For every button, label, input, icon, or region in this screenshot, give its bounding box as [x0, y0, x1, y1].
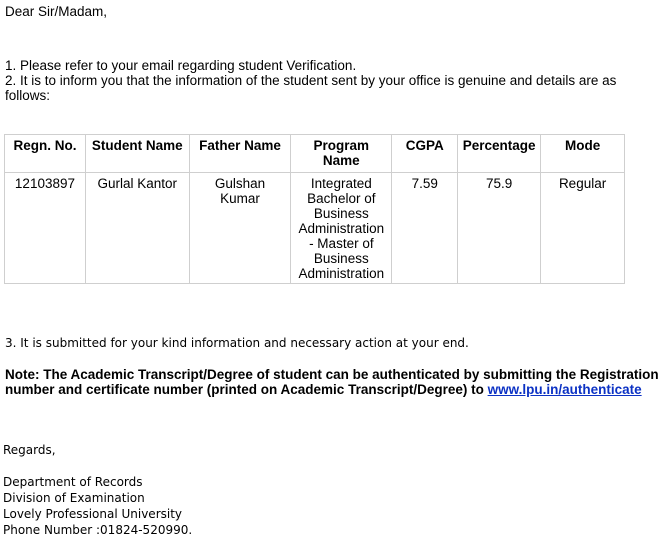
verification-table	[4, 134, 625, 284]
note-line-2	[5, 382, 642, 397]
salutation: Dear Sir/Madam,	[5, 4, 108, 19]
note-line-2-text: number and certificate number (printed on Academic Transcript/Degree) to	[5, 382, 488, 397]
signature-department: Department of Records	[3, 475, 143, 489]
table-row	[5, 173, 625, 284]
signature-division: Division of Examination	[3, 491, 145, 505]
cell-student-name: Gurlal Kantor	[85, 173, 189, 284]
header-student-name: Student Name	[85, 135, 189, 173]
note-line-1: Note: The Academic Transcript/Degree of student can be authenticated by submitting the Registration	[5, 367, 659, 382]
cell-cgpa: 7.59	[392, 173, 458, 284]
paragraph-1: 1. Please refer to your email regarding student Verification.	[5, 58, 357, 73]
table-header-row	[5, 135, 625, 173]
header-program-name: Program Name	[291, 135, 392, 173]
header-cgpa: CGPA	[392, 135, 458, 173]
paragraph-2-line-1: 2. It is to inform you that the information of the student sent by your office is genuine and details are as	[5, 73, 617, 88]
header-regn-no: Regn. No.	[5, 135, 86, 173]
header-father-name: Father Name	[189, 135, 291, 173]
paragraph-2-line-2: follows:	[5, 88, 51, 103]
header-percentage: Percentage	[458, 135, 541, 173]
signature-university: Lovely Professional University	[3, 507, 183, 521]
cell-father-name: Gulshan Kumar	[189, 173, 291, 284]
header-mode: Mode	[541, 135, 625, 173]
paragraph-3: 3. It is submitted for your kind information and necessary action at your end.	[5, 336, 469, 350]
cell-regn-no: 12103897	[5, 173, 86, 284]
cell-percentage: 75.9	[458, 173, 541, 284]
regards: Regards,	[3, 443, 56, 457]
authenticate-link[interactable]: www.lpu.in/authenticate	[487, 382, 642, 397]
signature-phone: Phone Number :01824-520990.	[3, 523, 193, 537]
cell-mode: Regular	[541, 173, 625, 284]
cell-program-name: Integrated Bachelor of Business Administration - Master of Business Administration	[291, 173, 392, 284]
